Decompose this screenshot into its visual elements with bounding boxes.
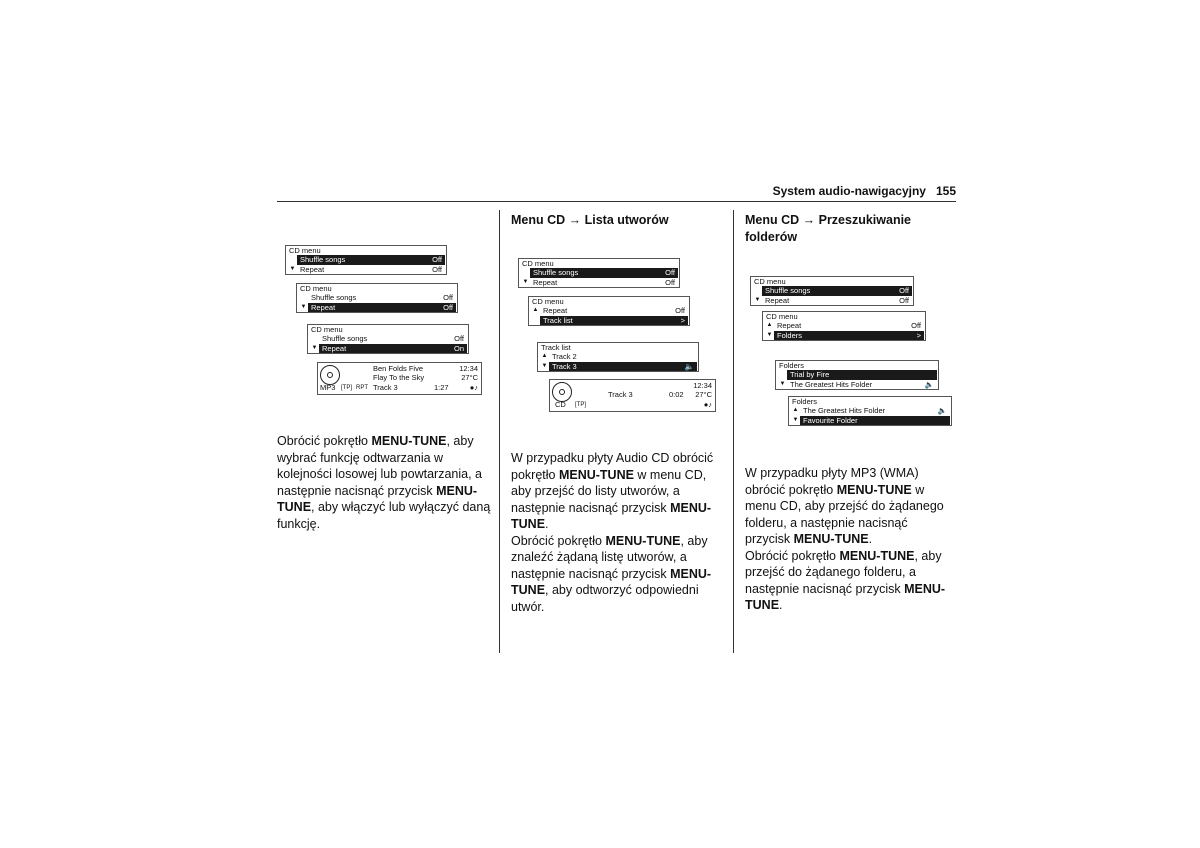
speaker-icon: 🔈 bbox=[924, 379, 934, 389]
np-artist: Ben Folds Five bbox=[373, 364, 424, 373]
menu-row: ▼ Repeat Off bbox=[522, 277, 675, 287]
arrow-up-icon: ▲ bbox=[792, 407, 799, 413]
col1-menu-1 bbox=[296, 283, 458, 313]
np-format: CD bbox=[555, 400, 566, 409]
menu-row: Shuffle songs Off bbox=[297, 255, 445, 265]
menu-row: ▲ Track 2 bbox=[541, 352, 577, 361]
menu-row: ▼ Repeat On bbox=[319, 344, 467, 354]
col3-heading: Menu CD → Przeszukiwanie folderów bbox=[745, 213, 912, 244]
col3-body bbox=[745, 465, 955, 614]
page-header bbox=[720, 184, 956, 198]
disc-hole-icon bbox=[327, 372, 333, 378]
menu-row: Shuffle songs Off bbox=[311, 293, 453, 302]
section-title: System audio-nawigacyjny bbox=[772, 184, 926, 198]
col1-now-playing bbox=[317, 362, 482, 395]
menu-row: Shuffle songs Off bbox=[762, 286, 912, 296]
menu-row: ▼ Repeat Off bbox=[308, 303, 456, 313]
menu-row: ▲ The Greatest Hits Folder 🔈 bbox=[792, 406, 947, 415]
menu-row: Shuffle songs Off bbox=[530, 268, 678, 278]
menu-title: CD menu bbox=[522, 259, 554, 268]
np-time: 12:34 bbox=[459, 364, 478, 373]
col2-menu-1 bbox=[528, 296, 690, 326]
source-icons: ●♪ bbox=[469, 383, 478, 392]
np-format: MP3 bbox=[320, 383, 336, 392]
col2-heading: Menu CD → Lista utworów bbox=[511, 213, 669, 227]
np-elapsed: 1:27 bbox=[434, 383, 449, 392]
col2-now-playing bbox=[549, 379, 716, 412]
np-time: 12:34 bbox=[693, 381, 712, 390]
col1-body bbox=[277, 433, 492, 532]
col1-menu-0 bbox=[285, 245, 447, 275]
source-icons: ●♪ bbox=[703, 400, 712, 409]
menu-title: Folders bbox=[792, 397, 818, 406]
np-track: Track 3 bbox=[608, 390, 633, 399]
col3-menu-2 bbox=[775, 360, 939, 390]
col3-menu-0 bbox=[750, 276, 914, 306]
menu-title: Track list bbox=[541, 343, 571, 352]
menu-row: ▼ Repeat Off bbox=[754, 295, 909, 305]
arrow-down-icon: ▼ bbox=[754, 296, 761, 303]
menu-title: CD menu bbox=[766, 312, 798, 321]
arrow-down-icon: ▼ bbox=[522, 278, 529, 285]
np-temp: 27°C bbox=[695, 390, 712, 399]
np-tp: [TP] bbox=[341, 385, 353, 391]
np-album: Flay To the Sky bbox=[373, 373, 425, 382]
col2-menu-2 bbox=[537, 342, 699, 372]
page-number: 155 bbox=[935, 184, 956, 198]
menu-row: ▼ Track 3 🔈 bbox=[549, 362, 697, 372]
arrow-up-icon: ▲ bbox=[766, 322, 773, 328]
chevron-right-icon: > bbox=[916, 330, 921, 340]
menu-row: Shuffle songs Off bbox=[322, 334, 464, 343]
column-divider-1 bbox=[499, 210, 500, 653]
chevron-right-icon: > bbox=[680, 315, 685, 325]
paragraph: Obrócić pokrętło MENU-TUNE, aby znaleźć żądaną listę utworów, a następnie nacisnąć przycisk MENU-TUNE, aby odtworzyć odpowiedni utwór. bbox=[511, 533, 712, 614]
menu-title: CD menu bbox=[289, 246, 321, 255]
np-elapsed: 0:02 bbox=[669, 390, 684, 399]
col3-menu-3 bbox=[788, 396, 952, 426]
menu-title: CD menu bbox=[532, 297, 564, 306]
col3-menu-1 bbox=[762, 311, 926, 341]
paragraph: Obrócić pokrętło MENU-TUNE, aby przejść do żądanego folderu, a następnie nacisnąć przycisk MENU-TUNE. bbox=[745, 548, 946, 612]
np-tp: [TP] bbox=[575, 402, 587, 408]
menu-row: ▲ Repeat Off bbox=[766, 321, 921, 330]
column-divider-2 bbox=[733, 210, 734, 653]
menu-row: ▼ Favourite Folder bbox=[800, 416, 950, 426]
col1-menu-2 bbox=[307, 324, 469, 354]
header-rule bbox=[277, 201, 956, 202]
menu-title: CD menu bbox=[311, 325, 343, 334]
np-temp: 27°C bbox=[461, 373, 478, 382]
speaker-icon: 🔈 bbox=[937, 406, 947, 415]
menu-title: Folders bbox=[779, 361, 805, 370]
menu-title: CD menu bbox=[754, 277, 786, 286]
paragraph: W przypadku płyty MP3 (WMA) obrócić pokrętło MENU-TUNE w menu CD, aby przejść do żądanego folderu, a następnie nacisnąć przycisk MENU-TUNE. bbox=[745, 466, 944, 546]
col2-body bbox=[511, 450, 726, 615]
np-rpt: RPT bbox=[356, 385, 368, 391]
disc-hole-icon bbox=[559, 389, 565, 395]
arrow-up-icon: ▲ bbox=[532, 307, 539, 313]
arrow-down-icon: ▼ bbox=[300, 303, 307, 310]
np-track: Track 3 bbox=[373, 383, 398, 392]
arrow-down-icon: ▼ bbox=[311, 344, 318, 351]
menu-row: ▼ Folders > bbox=[774, 331, 924, 341]
arrow-down-icon: ▼ bbox=[792, 416, 799, 423]
col2-menu-0 bbox=[518, 258, 680, 288]
arrow-down-icon: ▼ bbox=[766, 331, 773, 338]
arrow-down-icon: ▼ bbox=[541, 362, 548, 369]
menu-row: ▼ The Greatest Hits Folder 🔈 bbox=[779, 379, 934, 389]
paragraph: Obrócić pokrętło MENU-TUNE, aby wybrać funkcję odtwarzania w kolejności losowej lub powtarzania, a następnie nacisnąć przycisk MENU-TUNE, aby włączyć lub wyłączyć daną funkcję. bbox=[277, 434, 491, 531]
paragraph: W przypadku płyty Audio CD obrócić pokrętło MENU-TUNE w menu CD, aby przejść do listy utworów, a następnie nacisnąć przycisk MENU-TUNE. bbox=[511, 451, 714, 531]
menu-row: ▲ Repeat Off bbox=[532, 306, 685, 315]
menu-title: CD menu bbox=[300, 284, 332, 293]
arrow-down-icon: ▼ bbox=[779, 380, 786, 387]
speaker-icon: 🔈 bbox=[684, 361, 694, 371]
menu-row: Trial by Fire bbox=[787, 370, 937, 380]
menu-row: Track list > bbox=[540, 316, 688, 326]
menu-row: ▼ Repeat Off bbox=[289, 264, 442, 274]
arrow-down-icon: ▼ bbox=[289, 265, 296, 272]
arrow-up-icon: ▲ bbox=[541, 353, 548, 359]
